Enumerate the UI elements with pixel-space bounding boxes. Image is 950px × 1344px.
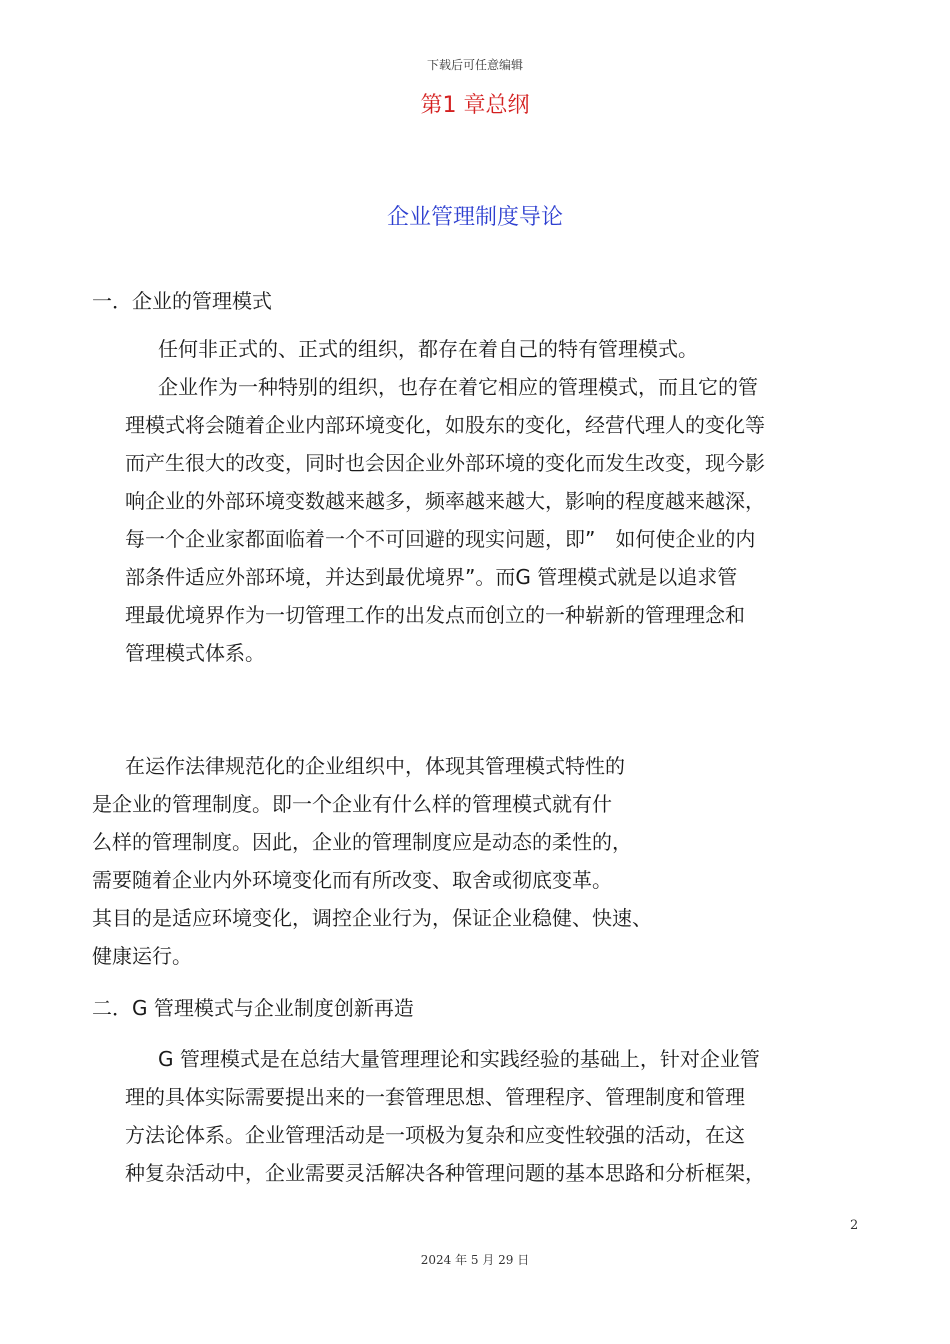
paragraph-line: 响企业的外部环境变数越来越多，频率越来越大，影响的程度越来越深，	[125, 489, 765, 513]
paragraph-line: 理最优境界作为一切管理工作的出发点而创立的一种崭新的管理理念和	[125, 603, 745, 627]
paragraph-line: 每一个企业家都面临着一个不可回避的现实问题，即” 如何使企业的内	[125, 527, 756, 551]
paragraph-line: 是企业的管理制度。即一个企业有什么样的管理模式就有什	[92, 792, 612, 816]
paragraph-line: 健康运行。	[92, 944, 192, 968]
paragraph-line: 其目的是适应环境变化，调控企业行为，保证企业稳健、快速、	[92, 906, 652, 930]
paragraph-line: 任何非正式的、正式的组织，都存在着自己的特有管理模式。	[158, 337, 698, 361]
paragraph-line: 部条件适应外部环境，并达到最优境界”。而G 管理模式就是以追求管	[125, 565, 738, 589]
paragraph-line: 种复杂活动中，企业需要灵活解决各种管理问题的基本思路和分析框架，	[125, 1161, 765, 1185]
paragraph-line: 理模式将会随着企业内部环境变化，如股东的变化，经营代理人的变化等	[125, 413, 765, 437]
section-2-heading: 二．G 管理模式与企业制度创新再造	[92, 996, 414, 1020]
paragraph-line: G 管理模式是在总结大量管理理论和实践经验的基础上，针对企业管	[158, 1047, 760, 1071]
page-number: 2	[850, 1218, 859, 1233]
paragraph-line: 而产生很大的改变，同时也会因企业外部环境的变化而发生改变，现今影	[125, 451, 765, 475]
section-1-heading: 一．企业的管理模式	[92, 289, 272, 313]
paragraph-line: 在运作法律规范化的企业组织中，体现其管理模式特性的	[125, 754, 625, 778]
paragraph-line: 么样的管理制度。因此，企业的管理制度应是动态的柔性的，	[92, 830, 632, 854]
paragraph-line: 需要随着企业内外环境变化而有所改变、取舍或彻底变革。	[92, 868, 612, 892]
paragraph-line: 方法论体系。企业管理活动是一项极为复杂和应变性较强的活动，在这	[125, 1123, 745, 1147]
footer-date: 2024 年 5 月 29 日	[420, 1253, 530, 1267]
paragraph-line: 企业作为一种特别的组织，也存在着它相应的管理模式，而且它的管	[158, 375, 758, 399]
header-note: 下载后可任意编辑	[426, 58, 523, 72]
paragraph-line: 理的具体实际需要提出来的一套管理思想、管理程序、管理制度和管理	[125, 1085, 745, 1109]
paragraph-line: 管理模式体系。	[125, 641, 265, 665]
document-title: 企业管理制度导论	[386, 205, 563, 230]
chapter-title: 第1 章总纲	[420, 93, 530, 118]
